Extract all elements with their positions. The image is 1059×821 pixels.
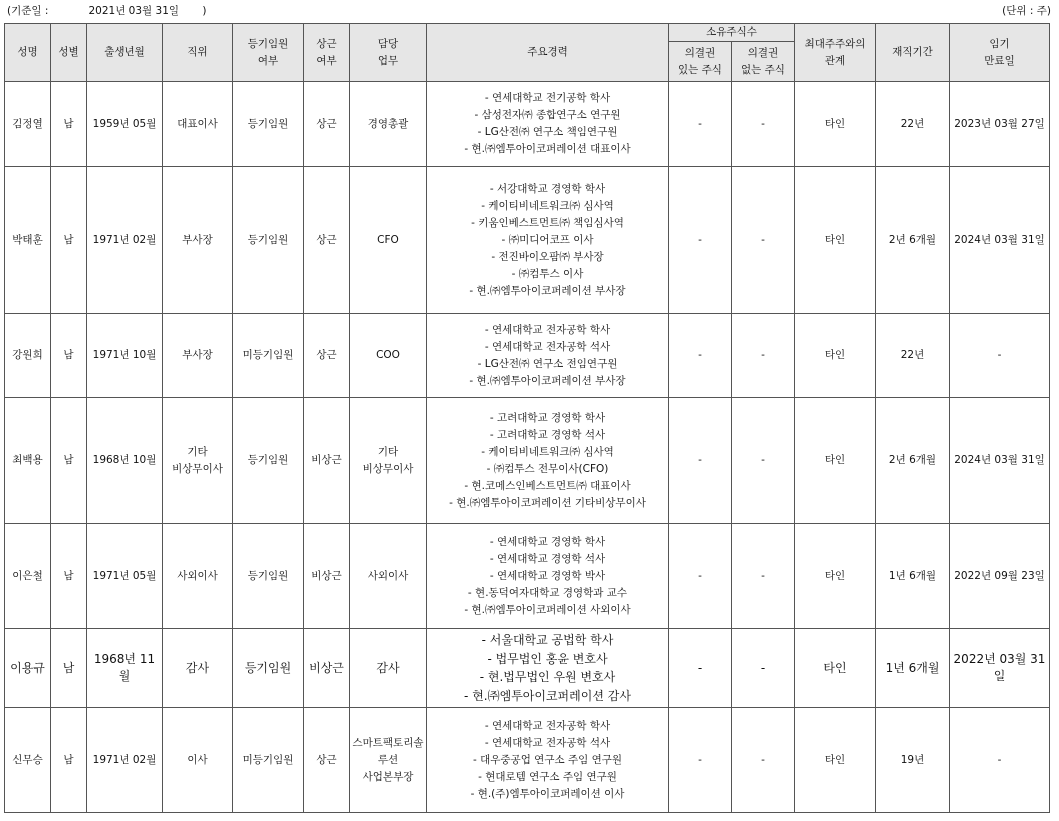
header-tenure: 재직기간 [876,24,950,82]
header-nonvoting: 의결권 없는 주식 [732,42,795,82]
header-fulltime: 상근 여부 [304,24,350,82]
cell-gender: 남 [51,524,87,629]
career-line: - ㈜컴투스 이사 [511,267,584,280]
table-body [5,82,1050,813]
cell-name: 박태훈 [5,167,51,314]
cell-position: 사외이사 [163,524,233,629]
table-row [5,708,1050,813]
career-line: - 현.코메스인베스트먼트㈜ 대표이사 [464,479,631,492]
header-gender: 성별 [51,24,87,82]
career-line: - 연세대학교 전자공학 석사 [484,736,611,749]
cell-career [427,524,669,629]
cell-relation: 타인 [795,524,876,629]
cell-birth: 1971년 05월 [87,524,163,629]
cell-voting: - [669,708,732,813]
cell-relation: 타인 [795,82,876,167]
cell-duty [350,398,427,524]
cell-term: - [950,708,1050,813]
career-line: - 현.㈜엠투아이코퍼레이션 감사 [464,688,631,703]
cell-registered: 등기임원 [233,167,304,314]
header-name: 성명 [5,24,51,82]
cell-position: 대표이사 [163,82,233,167]
header-registered: 등기임원 여부 [233,24,304,82]
cell-term: 2024년 03월 31일 [950,167,1050,314]
cell-voting: - [669,314,732,398]
cell-birth: 1971년 10월 [87,314,163,398]
table-row [5,524,1050,629]
career-line: - 서울대학교 공법학 학사 [481,633,614,647]
cell-tenure: 1년 6개월 [876,524,950,629]
cell-nonvoting: - [732,708,795,813]
table-row [5,314,1050,398]
cell-gender: 남 [51,398,87,524]
career-line: - 현.㈜엠투아이코퍼레이션 대표이사 [464,143,631,155]
cell-duty: 사외이사 [350,524,427,629]
cell-name: 이용규 [5,629,51,708]
career-line: - 현.법무법인 우원 변호사 [479,670,616,684]
cell-birth: 1959년 05월 [87,82,163,167]
cell-position: 이사 [163,708,233,813]
basis-date: 2021년 03월 31일 [88,5,180,17]
career-line: - 삼성전자㈜ 종합연구소 연구원 [474,109,621,121]
cell-voting: - [669,524,732,629]
career-line: - 연세대학교 전자공학 석사 [484,340,611,353]
cell-nonvoting: - [732,82,795,167]
cell-fulltime: 상근 [304,314,350,398]
cell-gender: 남 [51,708,87,813]
cell-relation: 타인 [795,708,876,813]
cell-career [427,167,669,314]
cell-duty: CFO [350,167,427,314]
cell-duty [350,708,427,813]
cell-tenure: 22년 [876,314,950,398]
cell-duty: COO [350,314,427,398]
cell-registered: 미등기임원 [233,314,304,398]
cell-nonvoting: - [732,398,795,524]
cell-career [427,82,669,167]
cell-term: 2023년 03월 27일 [950,82,1050,167]
cell-term: 2022년 09월 23일 [950,524,1050,629]
cell-career [427,708,669,813]
cell-position [163,398,233,524]
career-line: - LG산전㈜ 연구소 전임연구원 [477,357,618,370]
cell-registered: 미등기임원 [233,708,304,813]
cell-tenure: 2년 6개월 [876,398,950,524]
table-row [5,167,1050,314]
cell-tenure: 19년 [876,708,950,813]
career-line: - 연세대학교 전자공학 학사 [484,719,611,732]
career-line: - 법무법인 홍윤 변호사 [487,651,608,666]
cell-relation: 타인 [795,629,876,708]
career-line: - 고려대학교 경영학 학사 [489,411,606,424]
career-line: - 현.(주)엠투아이코퍼레이션 이사 [470,787,625,800]
cell-nonvoting: - [732,314,795,398]
career-line: - 현대로템 연구소 주임 연구원 [478,770,617,783]
cell-duty-line: 스마트팩토리솔 [352,736,424,749]
cell-term: - [950,314,1050,398]
cell-gender: 남 [51,629,87,708]
table-row [5,629,1050,708]
cell-duty: 감사 [350,629,427,708]
career-line: - 키움인베스트먼트㈜ 책임심사역 [471,216,624,229]
cell-relation: 타인 [795,314,876,398]
career-line: - 연세대학교 경영학 석사 [489,552,606,565]
cell-birth: 1968년 11월 [87,629,163,708]
header-relation: 최대주주와의 관계 [795,24,876,82]
cell-position: 부사장 [163,314,233,398]
career-line: - ㈜미디어코프 이사 [501,233,594,246]
career-line: - 현.㈜엠투아이코퍼레이션 부사장 [469,284,626,297]
cell-birth: 1968년 10월 [87,398,163,524]
cell-relation: 타인 [795,398,876,524]
career-line: - LG산전㈜ 연구소 책임연구원 [477,126,618,138]
career-line: - 현.㈜엠투아이코퍼레이션 사외이사 [464,603,631,616]
career-line: - ㈜컴투스 전무이사(CFO) [486,462,609,475]
cell-duty-line: 비상무이사 [362,462,414,475]
basis-date-line [7,3,207,18]
cell-tenure: 1년 6개월 [876,629,950,708]
basis-label: (기준일 : [7,5,49,17]
career-line: - 케이티비네트워크㈜ 심사역 [481,445,614,458]
career-line: - 서강대학교 경영학 학사 [489,182,606,195]
cell-tenure: 2년 6개월 [876,167,950,314]
cell-fulltime: 상근 [304,82,350,167]
cell-registered: 등기임원 [233,629,304,708]
cell-voting: - [669,167,732,314]
header-duty: 담당 업무 [350,24,427,82]
cell-voting: - [669,398,732,524]
cell-name: 최백용 [5,398,51,524]
career-line: - 연세대학교 전기공학 학사 [484,92,611,104]
cell-voting: - [669,629,732,708]
cell-name: 이은철 [5,524,51,629]
cell-registered: 등기임원 [233,524,304,629]
header-voting: 의결권 있는 주식 [669,42,732,82]
cell-duty-line: 루션 [377,753,399,766]
cell-career [427,314,669,398]
career-line: - 대우중공업 연구소 주임 연구원 [473,753,622,766]
cell-nonvoting: - [732,167,795,314]
cell-position-line: 기타 [187,445,208,458]
cell-name: 강원희 [5,314,51,398]
cell-position: 감사 [163,629,233,708]
executive-table [4,23,1050,813]
report-top-line [7,3,1051,19]
cell-registered: 등기임원 [233,82,304,167]
table-row [5,398,1050,524]
career-line: - 연세대학교 경영학 박사 [489,569,606,582]
career-line: - 연세대학교 경영학 학사 [489,535,606,548]
career-line: - 고려대학교 경영학 석사 [489,428,606,441]
basis-close: ) [202,5,207,17]
cell-term: 2024년 03월 31일 [950,398,1050,524]
cell-tenure: 22년 [876,82,950,167]
header-shares: 소유주식수 [669,24,795,42]
table-row [5,82,1050,167]
cell-duty-line: 기타 [377,445,399,458]
cell-voting: - [669,82,732,167]
cell-term: 2022년 03월 31일 [950,629,1050,708]
career-line: - 케이티비네트워크㈜ 심사역 [481,199,614,212]
header-career: 주요경력 [427,24,669,82]
cell-fulltime: 상근 [304,708,350,813]
career-line: - 현.㈜엠투아이코퍼레이션 부사장 [469,374,626,387]
header-position: 직위 [163,24,233,82]
cell-fulltime: 비상근 [304,524,350,629]
cell-career [427,629,669,708]
career-line: - 전진바이오팜㈜ 부사장 [491,250,604,263]
cell-duty-line: 사업본부장 [362,770,414,783]
header-birth: 출생년월 [87,24,163,82]
cell-nonvoting: - [732,524,795,629]
cell-registered: 등기임원 [233,398,304,524]
cell-career [427,398,669,524]
cell-position-line: 비상무이사 [172,462,223,475]
cell-fulltime: 상근 [304,167,350,314]
cell-position: 부사장 [163,167,233,314]
cell-fulltime: 비상근 [304,629,350,708]
career-line: - 현.㈜엠투아이코퍼레이션 기타비상무이사 [449,496,646,509]
cell-gender: 남 [51,314,87,398]
cell-name: 김정열 [5,82,51,167]
cell-birth: 1971년 02월 [87,708,163,813]
cell-nonvoting: - [732,629,795,708]
header-term: 임기 만료일 [950,24,1050,82]
cell-fulltime: 비상근 [304,398,350,524]
career-line: - 현.동덕여자대학교 경영학과 교수 [467,586,628,599]
career-line: - 연세대학교 전자공학 학사 [484,323,611,336]
cell-gender: 남 [51,167,87,314]
unit-label: (단위 : 주) [1002,5,1051,17]
cell-birth: 1971년 02월 [87,167,163,314]
cell-gender: 남 [51,82,87,167]
cell-relation: 타인 [795,167,876,314]
cell-name: 신무승 [5,708,51,813]
cell-duty: 경영총괄 [350,82,427,167]
table-header [5,24,1050,82]
